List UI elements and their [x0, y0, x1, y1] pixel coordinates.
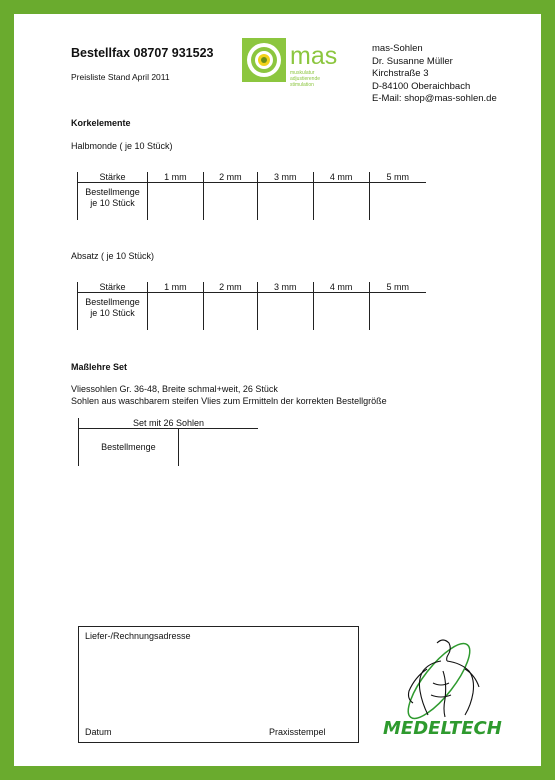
masslehre-order-table — [78, 418, 258, 466]
svg-text:stimulation: stimulation — [290, 82, 314, 88]
column-header: 5 mm — [369, 172, 426, 183]
vendor-address: mas-Sohlen Dr. Susanne Müller Kirchstraße 3 D-84100 Oberaichbach E-Mail: shop@mas-sohlen.de — [372, 43, 497, 104]
row-label: Bestellmenge je 10 Stück — [78, 293, 148, 331]
fax-form-sheet — [14, 14, 541, 766]
column-header: 1 mm — [147, 282, 203, 293]
column-header: Stärke — [78, 172, 148, 183]
row-label: Bestellmenge — [79, 429, 179, 467]
medeltech-logo — [367, 621, 527, 746]
column-header: Set mit 26 Sohlen — [79, 418, 259, 429]
stamp-label: Praxisstempel — [269, 727, 326, 737]
quantity-cell-set[interactable] — [178, 429, 258, 467]
quantity-cell-2mm[interactable] — [203, 293, 257, 331]
halbmonde-order-table — [77, 172, 426, 220]
column-header: Stärke — [78, 282, 148, 293]
quantity-cell-4mm[interactable] — [313, 293, 369, 331]
torso-figure-icon — [409, 640, 480, 717]
quantity-cell-5mm[interactable] — [369, 293, 426, 331]
address-label: Liefer-/Rechnungsadresse — [85, 631, 191, 641]
svg-text:muskulatur: muskulatur — [290, 70, 315, 76]
email-link[interactable]: E-Mail: shop@mas-sohlen.de — [372, 93, 497, 104]
quantity-cell-3mm[interactable] — [257, 183, 313, 221]
column-header: 1 mm — [147, 172, 203, 183]
delivery-address-box[interactable] — [78, 626, 359, 743]
absatz-label: Absatz ( je 10 Stück) — [71, 251, 155, 261]
row-label: Bestellmenge je 10 Stück — [78, 183, 148, 221]
column-header: 3 mm — [257, 282, 313, 293]
quantity-cell-5mm[interactable] — [369, 183, 426, 221]
column-header: 2 mm — [203, 282, 257, 293]
masslehre-description-1: Vliessohlen Gr. 36-48, Breite schmal+weit, 26 Stück — [71, 384, 278, 394]
halbmonde-label: Halbmonde ( je 10 Stück) — [71, 141, 173, 151]
mas-logo — [242, 38, 354, 90]
quantity-cell-4mm[interactable] — [313, 183, 369, 221]
quantity-cell-1mm[interactable] — [147, 293, 203, 331]
column-header: 4 mm — [313, 172, 369, 183]
quantity-cell-2mm[interactable] — [203, 183, 257, 221]
date-label: Datum — [85, 727, 112, 737]
logo-word: mas — [290, 42, 338, 70]
svg-text:adjustierende: adjustierende — [290, 76, 321, 82]
masslehre-description-2: Sohlen aus waschbarem steifen Vlies zum Ermitteln der korrekten Bestellgröße — [71, 396, 387, 406]
section-heading-korkelemente: Korkelemente — [71, 118, 131, 128]
absatz-order-table — [77, 282, 426, 330]
section-heading-masslehre: Maßlehre Set — [71, 362, 128, 372]
fax-title: Bestellfax 08707 931523 — [71, 46, 214, 60]
price-list-date: Preisliste Stand April 2011 — [71, 72, 170, 82]
column-header: 4 mm — [313, 282, 369, 293]
column-header: 5 mm — [369, 282, 426, 293]
quantity-cell-3mm[interactable] — [257, 293, 313, 331]
quantity-cell-1mm[interactable] — [147, 183, 203, 221]
column-header: 3 mm — [257, 172, 313, 183]
column-header: 2 mm — [203, 172, 257, 183]
brand-wordmark: MEDELTECH — [383, 718, 502, 739]
